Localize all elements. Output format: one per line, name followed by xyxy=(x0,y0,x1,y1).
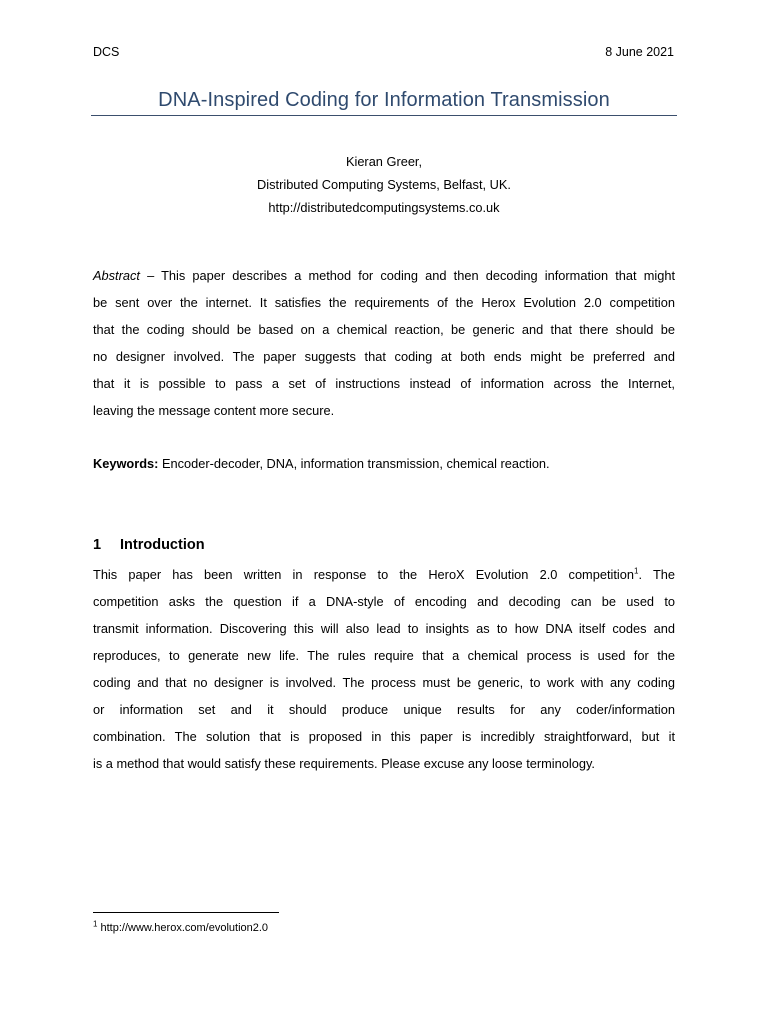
abstract-line: that it is possible to pass a set of instructions instead of information across the Internet, xyxy=(93,376,675,391)
paper-title: DNA-Inspired Coding for Information Transmission xyxy=(158,89,610,111)
abstract-line: that the coding should be based on a chemical reaction, be generic and that there should be xyxy=(93,322,675,337)
intro-text: . The xyxy=(638,567,676,582)
intro-line: transmit information. Discovering this will also lead to insights as to how DNA itself codes and xyxy=(93,621,675,636)
author-url[interactable]: http://distributedcomputingsystems.co.uk xyxy=(268,200,500,215)
header-date: 8 June 2021 xyxy=(605,45,674,59)
footnote-divider xyxy=(93,912,279,913)
abstract-line: leaving the message content more secure. xyxy=(93,403,335,418)
intro-line: combination. The solution that is proposed in this paper is incredibly straightforward, but it xyxy=(93,729,675,744)
introduction-body xyxy=(93,561,675,777)
keywords xyxy=(93,450,675,477)
intro-line: coding and that no designer is involved. The process must be generic, to work with any coding xyxy=(93,675,675,690)
intro-text: This paper has been written in response to the HeroX Evolution 2.0 competition xyxy=(93,567,634,582)
section-title: Introduction xyxy=(120,537,205,553)
intro-line: or information set and it should produce unique results for any coder/information xyxy=(93,702,675,717)
abstract-line: be sent over the internet. It satisfies the requirements of the Herox Evolution 2.0 competition xyxy=(93,295,675,310)
keywords-text: Encoder-decoder, DNA, information transmission, chemical reaction. xyxy=(158,456,550,471)
keywords-label: Keywords: xyxy=(93,456,159,471)
section-number: 1 xyxy=(93,537,102,553)
author-block xyxy=(91,150,677,219)
keywords-line xyxy=(93,450,675,477)
header-left: DCS xyxy=(93,45,120,59)
footnote-mark: 1 xyxy=(93,919,98,929)
author-affiliation: Distributed Computing Systems, Belfast, UK. xyxy=(257,177,511,192)
intro-line xyxy=(93,561,675,588)
intro-line: reproduces, to generate new life. The rules require that a chemical process is used for the xyxy=(93,648,675,663)
title-divider xyxy=(91,115,677,116)
footnote xyxy=(93,920,268,936)
author-name: Kieran Greer, xyxy=(345,154,423,169)
intro-line: competition asks the question if a DNA-style of encoding and decoding can be used to xyxy=(93,594,675,609)
footnote-link[interactable]: http://www.herox.com/evolution2.0 xyxy=(97,922,269,934)
abstract-text: – This paper describes a method for coding and then decoding information that might xyxy=(139,268,675,283)
abstract xyxy=(93,262,675,424)
footnote-reference[interactable]: 1 xyxy=(634,566,639,576)
abstract-label: Abstract xyxy=(93,268,140,283)
abstract-line xyxy=(93,262,675,289)
section-heading xyxy=(93,535,205,555)
intro-line: is a method that would satisfy these requirements. Please excuse any loose terminology. xyxy=(93,756,595,771)
abstract-line: no designer involved. The paper suggests that coding at both ends might be preferred and xyxy=(93,349,675,364)
